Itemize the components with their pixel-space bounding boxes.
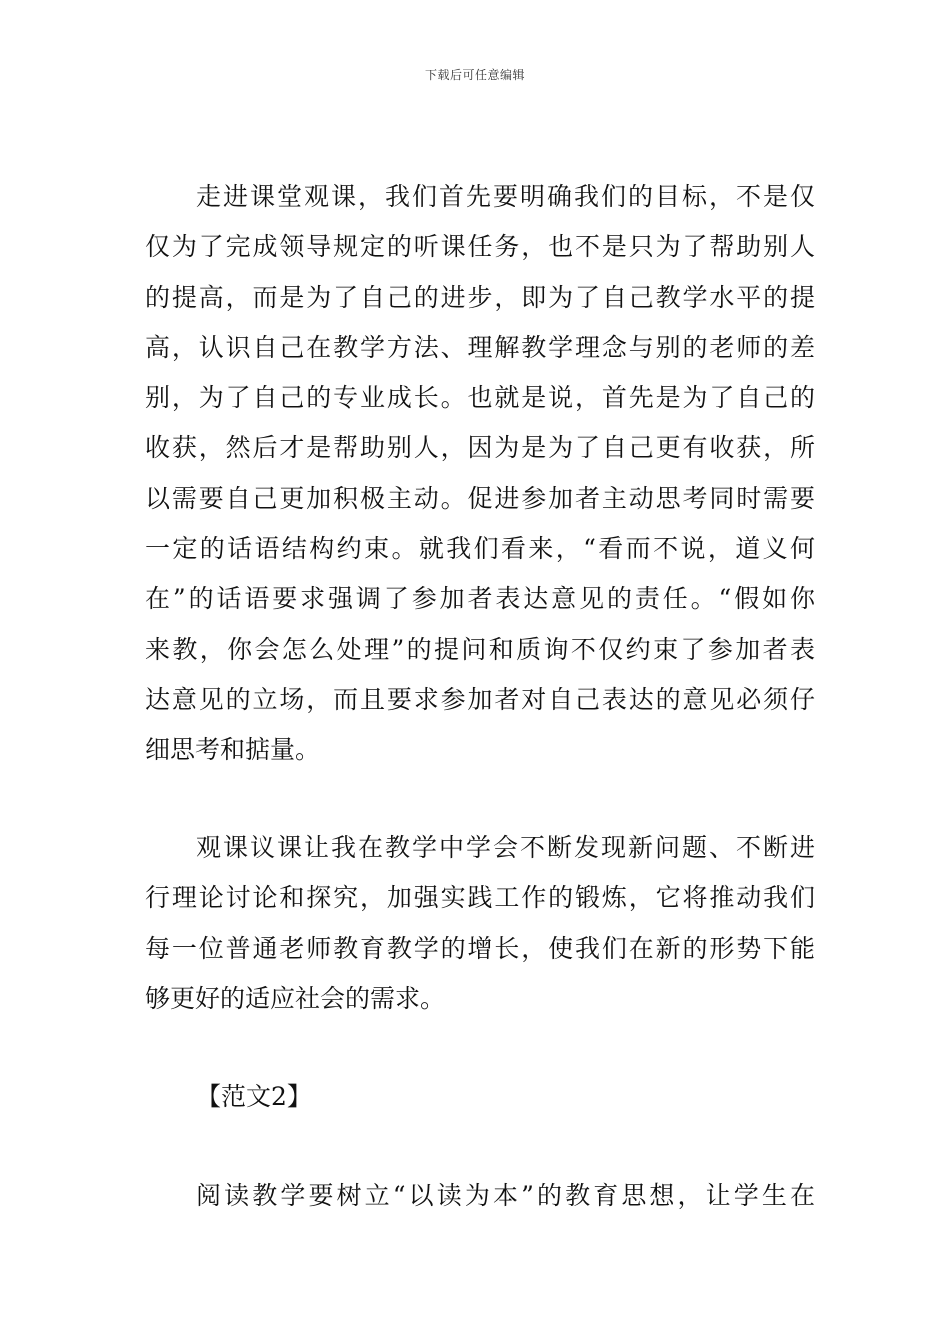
paragraph-line: 来教，你会怎么处理”的提问和质询不仅约束了参加者表 — [145, 634, 815, 664]
paragraph-1 — [145, 172, 815, 776]
paragraph-line: 达意见的立场，而且要求参加者对自己表达的意见必须仔 — [145, 684, 815, 714]
paragraph-line: 行理论讨论和探究，加强实践工作的锻炼，它将推动我们 — [145, 883, 815, 913]
paragraph-line: 高，认识自己在教学方法、理解教学理念与别的老师的差 — [145, 332, 815, 362]
paragraph-line: 别，为了自己的专业成长。也就是说，首先是为了自己的 — [145, 383, 815, 413]
paragraph-line: 以需要自己更加积极主动。促进参加者主动思考同时需要 — [145, 483, 815, 513]
paragraph-line: 收获，然后才是帮助别人，因为是为了自己更有收获，所 — [145, 433, 815, 463]
paragraph-line: 在”的话语要求强调了参加者表达意见的责任。“假如你 — [145, 584, 815, 614]
paragraph-line: 观课议课让我在教学中学会不断发现新问题、不断进 — [196, 833, 815, 862]
paragraph-line: 细思考和掂量。 — [145, 735, 321, 765]
paragraph-2 — [145, 823, 815, 1024]
page-header: 下载后可任意编辑 — [424, 68, 525, 82]
paragraph-3 — [145, 1171, 815, 1221]
paragraph-line: 阅读教学要树立“以读为本”的教育思想，让学生在 — [196, 1181, 815, 1210]
paragraph-line: 的提高，而是为了自己的进步，即为了自己教学水平的提 — [145, 282, 815, 312]
paragraph-line: 每一位普通老师教育教学的增长，使我们在新的形势下能 — [145, 933, 815, 963]
paragraph-line: 够更好的适应社会的需求。 — [145, 983, 446, 1013]
paragraph-line: 走进课堂观课，我们首先要明确我们的目标，不是仅 — [196, 182, 815, 211]
paragraph-line: 仅为了完成领导规定的听课任务，也不是只为了帮助别人 — [145, 232, 815, 262]
section-heading-text: 【范文2】 — [196, 1082, 312, 1111]
section-heading — [145, 1072, 815, 1122]
paragraph-line: 一定的话语结构约束。就我们看来，“看而不说，道义何 — [145, 534, 815, 564]
